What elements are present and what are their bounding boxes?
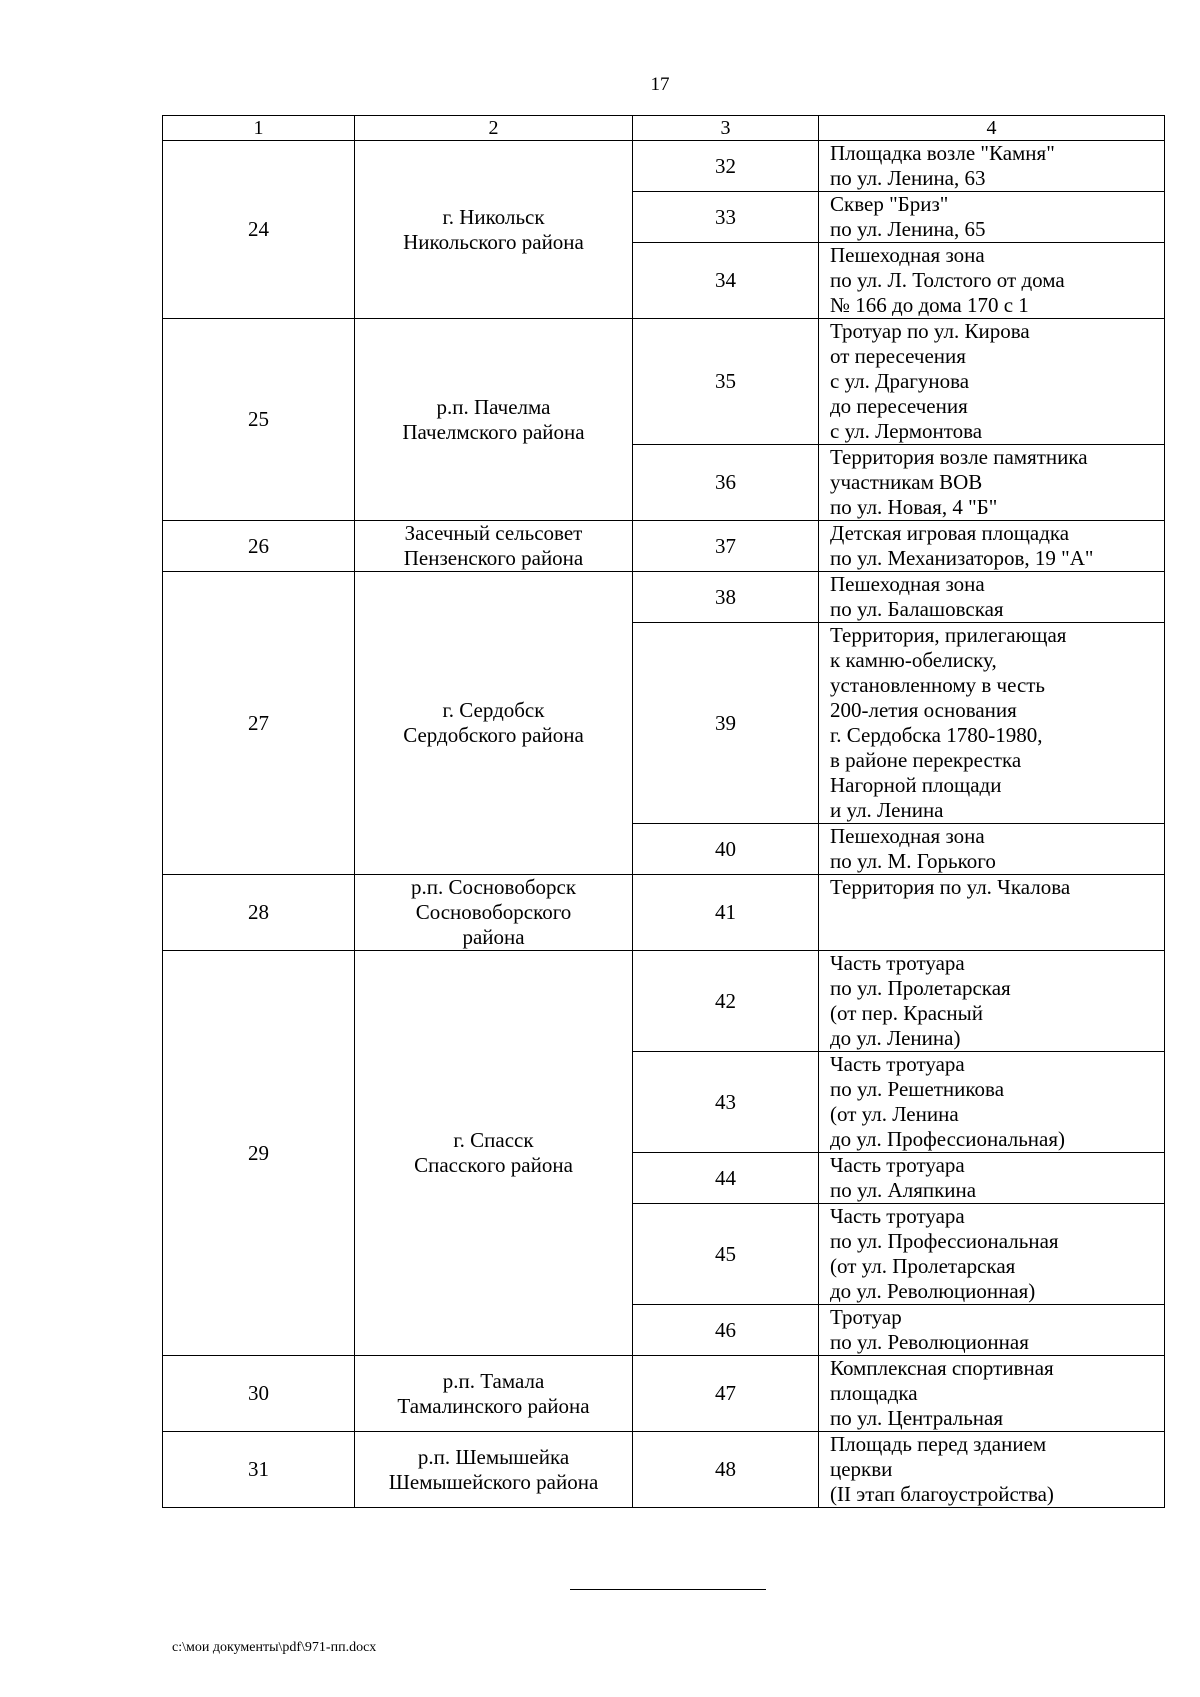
location-description: Комплексная спортивная площадка по ул. Центральная [830,1356,1054,1430]
group-number-cell: 25 [163,319,355,521]
location-description-cell [819,141,1165,192]
location-description: Пешеходная зона по ул. Л. Толстого от дома № 166 до дома 170 с 1 [830,243,1065,317]
item-number-cell: 44 [633,1153,819,1204]
settlement-cell [355,1356,633,1432]
location-description: Тротуар по ул. Кирова от пересечения с ул. Драгунова до пересечения с ул. Лермонтова [830,319,1030,443]
item-number-cell: 43 [633,1052,819,1153]
settlement-name: р.п. Пачелма Пачелмского района [402,394,585,444]
settlement-name: г. Спасск Спасского района [414,1128,573,1177]
settlement-cell [355,141,633,319]
table-row [163,1432,1165,1508]
column-header: 1 [163,116,355,141]
group-number-cell: 28 [163,875,355,951]
location-description: Детская игровая площадка по ул. Механизаторов, 19 "А" [830,521,1094,570]
group-number-cell: 26 [163,521,355,572]
location-description: Часть тротуара по ул. Решетникова (от ул. Ленина до ул. Профессиональная) [830,1052,1065,1151]
location-description: Часть тротуара по ул. Пролетарская (от пер. Красный до ул. Ленина) [830,951,1011,1050]
item-number-cell: 34 [633,243,819,319]
location-description-cell [819,572,1165,623]
table-row [163,319,1165,445]
location-description: Территория, прилегающая к камню-обелиску, установленному в честь 200-летия основания г. Сердобска 1780-1980, в районе перекрестка Нагорной площади и ул. Ленина [830,623,1067,822]
location-description-cell [819,875,1165,951]
location-description-cell [819,1153,1165,1204]
item-number-cell: 47 [633,1356,819,1432]
table-row [163,951,1165,1052]
column-header: 4 [819,116,1165,141]
location-description-cell [819,445,1165,521]
settlement-name: г. Сердобск Сердобского района [403,698,584,747]
location-description-cell [819,319,1165,445]
item-number-cell: 36 [633,445,819,521]
location-description-cell [819,1052,1165,1153]
table-row [163,141,1165,192]
location-description-cell [819,1432,1165,1508]
location-description-cell [819,521,1165,572]
item-number-cell: 37 [633,521,819,572]
location-description: Тротуар по ул. Революционная [830,1305,1029,1354]
settlement-name: г. Никольск Никольского района [403,204,584,254]
item-number-cell: 45 [633,1204,819,1305]
locations-table [162,115,1165,1508]
item-number-cell: 42 [633,951,819,1052]
settlement-name: р.п. Тамала Тамалинского района [397,1368,590,1418]
item-number-cell: 32 [633,141,819,192]
group-number-cell: 24 [163,141,355,319]
group-number-cell: 30 [163,1356,355,1432]
settlement-cell [355,572,633,875]
item-number-cell: 40 [633,824,819,875]
location-description-cell [819,1305,1165,1356]
settlement-cell [355,319,633,521]
group-number-cell: 27 [163,572,355,875]
table-row [163,521,1165,572]
column-header: 2 [355,116,633,141]
item-number-cell: 33 [633,192,819,243]
group-number-cell: 29 [163,951,355,1356]
settlement-cell [355,951,633,1356]
location-description-cell [819,192,1165,243]
location-description-cell [819,623,1165,824]
location-description: Территория возле памятника участникам ВОВ по ул. Новая, 4 "Б" [830,445,1088,519]
settlement-cell [355,521,633,572]
header-row [163,116,1165,141]
location-description: Часть тротуара по ул. Профессиональная (от ул. Пролетарская до ул. Революционная) [830,1204,1059,1303]
settlement-cell [355,1432,633,1508]
column-header: 3 [633,116,819,141]
location-description-cell [819,824,1165,875]
location-description: Часть тротуара по ул. Аляпкина [830,1153,977,1202]
table-row [163,572,1165,623]
page-number: 17 [650,74,670,95]
item-number-cell: 38 [633,572,819,623]
location-description-cell [819,951,1165,1052]
item-number-cell: 35 [633,319,819,445]
table-body [163,116,1165,1508]
settlement-name: Засечный сельсовет Пензенского района [403,521,584,570]
location-description: Территория по ул. Чкалова [830,875,1071,899]
location-description: Пешеходная зона по ул. Балашовская [830,572,1004,621]
table-row [163,875,1165,951]
group-number-cell: 31 [163,1432,355,1508]
item-number-cell: 48 [633,1432,819,1508]
item-number-cell: 39 [633,623,819,824]
item-number-cell: 46 [633,1305,819,1356]
settlement-cell [355,875,633,951]
location-description-cell [819,1356,1165,1432]
location-description: Площадь перед зданием церкви (II этап благоустройства) [830,1432,1054,1506]
file-path: c:\мои документы\pdf\971-пп.docx [172,1640,377,1655]
settlement-name: р.п. Сосновоборск Сосновоборского района [410,875,577,949]
location-description-cell [819,243,1165,319]
location-description-cell [819,1204,1165,1305]
table-row [163,1356,1165,1432]
settlement-name: р.п. Шемышейка Шемышейского района [388,1444,599,1494]
location-description: Пешеходная зона по ул. М. Горького [830,824,996,873]
closing-rule [570,1589,766,1590]
location-description: Площадка возле "Камня" по ул. Ленина, 63 [830,141,1055,190]
location-description: Сквер "Бриз" по ул. Ленина, 65 [830,192,986,241]
item-number-cell: 41 [633,875,819,951]
